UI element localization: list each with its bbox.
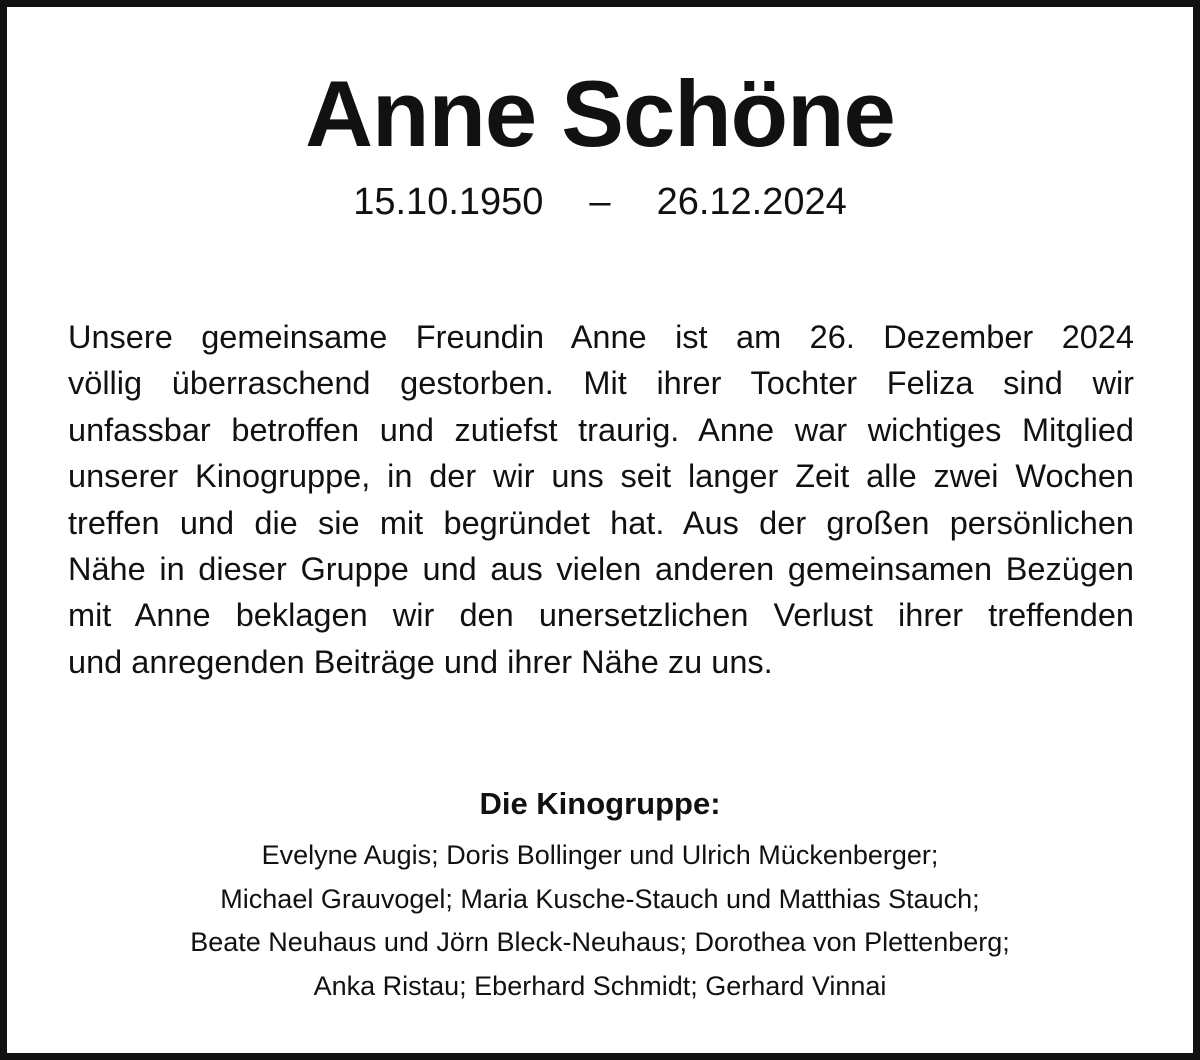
obituary-line: völlig überraschend gestorben. Mit ihrer Tochter Feliza sind wir	[68, 365, 1134, 402]
signature-line: Beate Neuhaus und Jörn Bleck-Neuhaus; Dorothea von Plettenberg;	[190, 927, 1010, 957]
obituary-text	[68, 314, 1134, 685]
obituary-line: Nähe in dieser Gruppe und aus vielen anderen gemeinsamen Bezügen	[68, 551, 1134, 588]
obituary-line: und anregenden Beiträge und ihrer Nähe zu uns.	[68, 643, 773, 680]
obituary-line: unserer Kinogruppe, in der wir uns seit langer Zeit alle zwei Wochen	[68, 458, 1134, 495]
deceased-name: Anne Schöne	[305, 61, 895, 166]
signature-names	[0, 834, 1200, 1008]
date-separator: –	[589, 181, 611, 223]
obituary-line: unfassbar betroffen und zutiefst traurig. Anne war wichtiges Mitglied	[68, 411, 1134, 448]
birth-date: 15.10.1950	[353, 181, 544, 223]
signature-line: Evelyne Augis; Doris Bollinger und Ulrich Mückenberger;	[261, 840, 939, 870]
signature-line: Michael Grauvogel; Maria Kusche-Stauch und Matthias Stauch;	[220, 883, 980, 914]
death-date: 26.12.2024	[656, 181, 847, 223]
signature-title: Die Kinogruppe:	[479, 786, 721, 821]
obituary-line: treffen und die sie mit begründet hat. Aus der großen persönlichen	[68, 504, 1134, 541]
obituary-line: mit Anne beklagen wir den unersetzlichen Verlust ihrer treffenden	[68, 597, 1134, 634]
signature-line: Anka Ristau; Eberhard Schmidt; Gerhard Vinnai	[313, 970, 887, 1001]
obituary-line: Unsere gemeinsame Freundin Anne ist am 26. Dezember 2024	[68, 319, 1134, 355]
life-dates	[0, 178, 1200, 226]
